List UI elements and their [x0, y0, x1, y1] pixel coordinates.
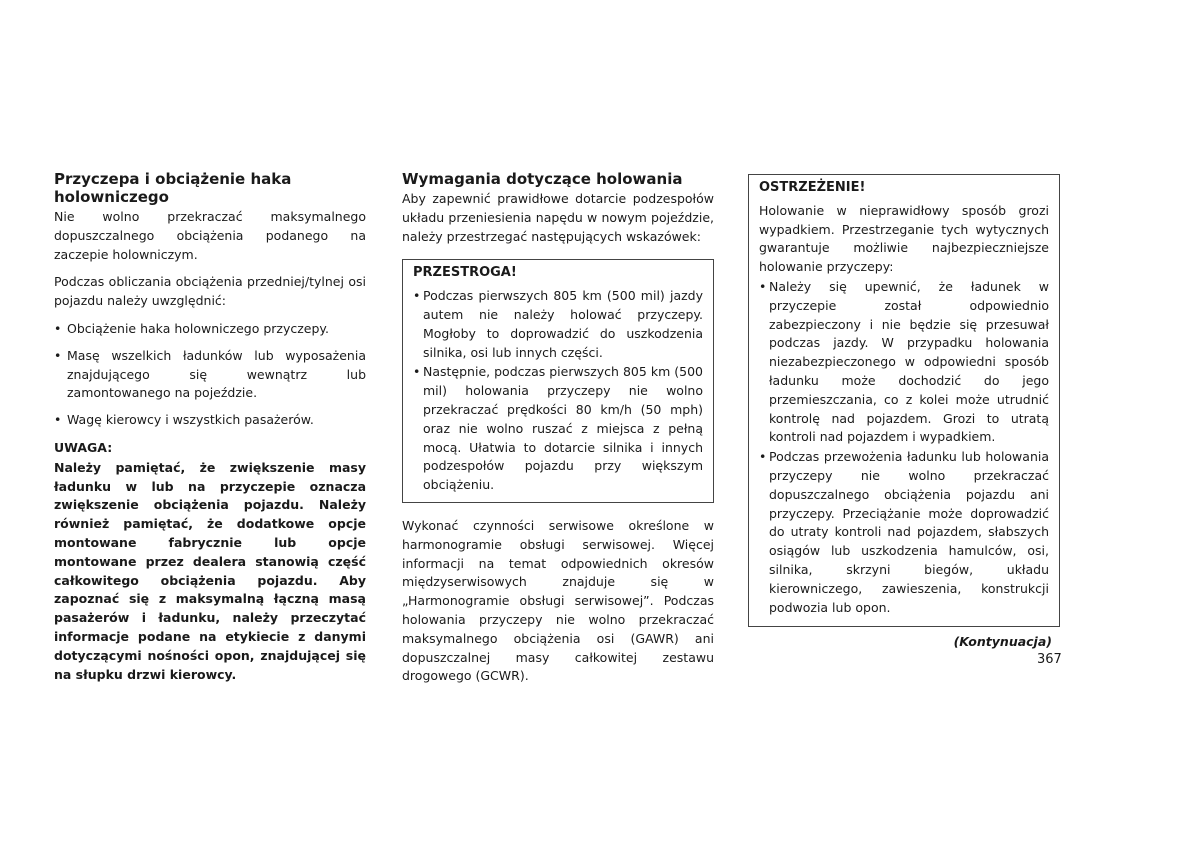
column-left	[54, 170, 366, 693]
paragraph-axle-calc: Podczas obliczania obciążenia przedniej/tylnej osi pojazdu należy uwzględnić:	[54, 274, 366, 309]
list-item: • Masę wszelkich ładunków lub wyposażenia znajdującego się wewnątrz lub zamontowanego na pojeździe.	[54, 347, 366, 403]
paragraph-max-load: Nie wolno przekraczać maksymalnego dopuszczalnego obciążenia podanego na zaczepie holowniczym.	[54, 209, 366, 262]
warning-box	[748, 174, 1060, 627]
section-heading-towing-requirements: Wymagania dotyczące holowania	[402, 170, 683, 188]
warning-list	[759, 278, 1049, 617]
column-middle	[402, 170, 714, 695]
note-text: Należy pamiętać, że zwiększenie masy ładunku w lub na przyczepie oznacza zwiększenie obciążenia pojazdu. Należy również pamiętać, że dodatkowe opcje montowane fabrycznie lub opcje montowane przez dealera stanowią część całkowitego obciążenia pojazdu. Aby zapoznać się z maksymalną łączną masą pasażerów i ładunku, należy przeczytać informacje podane na etykiecie z danymi dotyczącymi nośności opon, znajdującej się na słupku drzwi kierowcy.	[54, 459, 366, 682]
section-heading-trailer-load: Przyczepa i obciążenie haka holowniczego	[54, 170, 292, 206]
page-number: 367	[1037, 652, 1062, 667]
column-right	[748, 174, 1060, 652]
paragraph-service: Wykonać czynności serwisowe określone w harmonogramie obsługi serwisowej. Więcej informacji na temat odpowiednich okresów międzyserwisowych znajduje się w „Harmonogramie obsługi serwisowej”. Podczas holowania przyczepy nie wolno przekraczać maksymalnego obciążenia osi (GAWR) ani dopuszczalnej masy całkowitej zestawu drogowego (GCWR).	[402, 517, 714, 684]
list-item: • Podczas przewożenia ładunku lub holowania przyczepy nie wolno przekraczać dopuszczalnego obciążenia pojazdu ani przyczepy. Przeciążanie może doprowadzić do utraty kontroli nad pojazdem, słabszych osiągów lub uszkodzenia hamulców, osi, silnika, skrzyni biegów, układu kierowniczego, zawieszenia, konstrukcji podwozia lub opon.	[759, 448, 1049, 617]
warning-intro: Holowanie w nieprawidłowy sposób grozi wypadkiem. Przestrzeganie tych wytycznych gwarantuje możliwie najbezpieczniejsze holowanie przyczepy:	[759, 202, 1049, 275]
caution-list	[413, 287, 703, 495]
continued-label: (Kontynuacja)	[953, 634, 1052, 650]
list-item: • Należy się upewnić, że ładunek w przyczepie został odpowiednio zabezpieczony i nie będzie się przesuwał podczas jazdy. W przypadku holowania niezabezpieczonego w odpowiedni sposób ładunku może dochodzić do jego przemieszczania, co z kolei może utrudnić kontrolę nad pojazdem. Grozi to utratą kontroli nad pojazdem i wypadkiem.	[759, 278, 1049, 447]
caution-title: PRZESTROGA!	[413, 265, 517, 281]
list-item: • Obciążenie haka holowniczego przyczepy.	[54, 320, 366, 339]
list-item: • Następnie, podczas pierwszych 805 km (500 mil) holowania przyczepy nie wolno przekraczać prędkości 80 km/h (50 mph) oraz nie wolno ruszać z miejsca z pełną mocą. Ułatwia to dotarcie silnika i innych podzespołów pojazdu przy większym obciążeniu.	[413, 363, 703, 495]
list-item: • Podczas pierwszych 805 km (500 mil) jazdy autem nie należy holować przyczepy. Mogłoby to doprowadzić do uszkodzenia silnika, osi lub innych części.	[413, 287, 703, 362]
paragraph-intro: Aby zapewnić prawidłowe dotarcie podzespołów układu przeniesienia napędu w nowym pojeździe, należy przestrzegać następujących wskazówek:	[402, 191, 714, 244]
note-title: UWAGA:	[54, 439, 113, 455]
caution-box	[402, 259, 714, 503]
bullet-list-axle-factors	[54, 320, 366, 430]
list-item: • Wagę kierowcy i wszystkich pasażerów.	[54, 411, 366, 430]
warning-title: OSTRZEŻENIE!	[759, 180, 866, 195]
